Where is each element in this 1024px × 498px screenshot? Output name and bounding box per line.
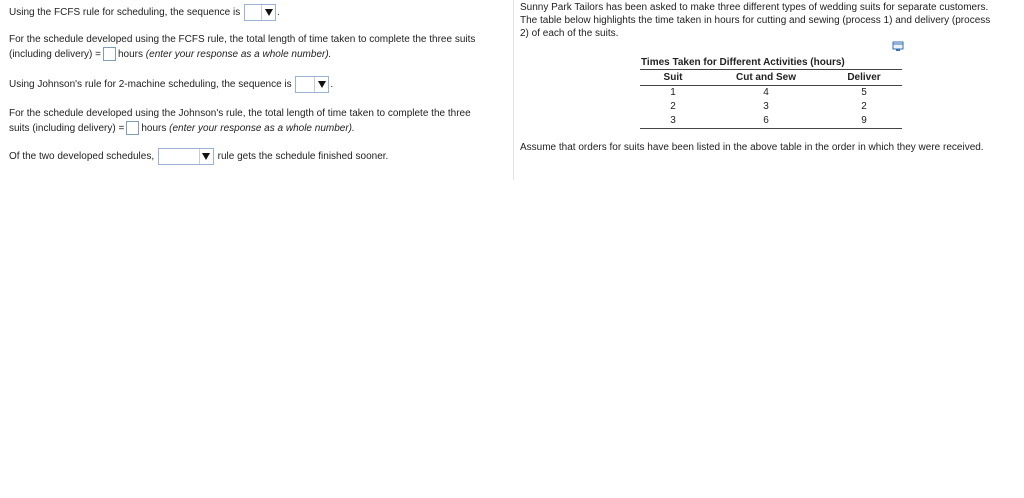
fcfs-total-time-text: For the schedule developed using the FCFS rule, the total length of time taken to complete the three suits [9, 34, 476, 45]
compare-schedules-suffix: rule gets the schedule finished sooner. [217, 151, 389, 163]
johnson-total-time-hint: (enter your response as a whole number). [169, 123, 355, 134]
copy-data-icon[interactable] [892, 41, 904, 52]
fcfs-total-time-hint: (enter your response as a whole number). [145, 49, 332, 60]
table-row [640, 86, 902, 101]
johnson-sequence-dropdown[interactable] [295, 76, 329, 93]
header-cut-and-sew: Cut and Sew [706, 70, 826, 86]
cell-deliver: 9 [826, 114, 902, 129]
table-row [640, 100, 902, 114]
johnson-sequence-value [296, 77, 314, 92]
table-title: Times Taken for Different Activities (hours) [641, 57, 845, 68]
triangle-down-icon[interactable] [314, 77, 328, 92]
table-header-row [640, 70, 902, 86]
header-suit: Suit [640, 70, 706, 86]
activity-times-table [640, 69, 902, 129]
triangle-down-icon[interactable] [199, 149, 213, 164]
triangle-down-icon[interactable] [261, 5, 275, 20]
fcfs-sequence-label: Using the FCFS rule for scheduling, the sequence is [9, 7, 241, 19]
cell-cut-and-sew: 4 [763, 87, 769, 98]
johnson-total-time-input[interactable] [126, 121, 139, 135]
fcfs-total-time-unit: hours [118, 49, 144, 60]
johnson-sequence-period: . [330, 79, 334, 91]
table-row [640, 114, 902, 129]
cell-cut-and-sew: 3 [763, 101, 769, 112]
johnson-total-time-text: For the schedule developed using the Johnson's rule, the total length of time taken to complete the three [9, 108, 471, 119]
fcfs-sequence-dropdown[interactable] [244, 4, 276, 21]
problem-intro-line: 2) of each of the suits. [520, 28, 619, 39]
question-johnson-sequence [9, 76, 333, 93]
cell-suit: 3 [640, 114, 706, 129]
question-johnson-total-time [9, 106, 471, 136]
compare-schedules-dropdown[interactable] [158, 148, 214, 165]
cell-cut-and-sew: 6 [706, 114, 826, 129]
fcfs-sequence-period: . [277, 7, 280, 19]
cell-suit: 2 [670, 101, 676, 112]
question-compare-schedules [9, 148, 388, 165]
fcfs-total-time-label: (including delivery) = [9, 49, 101, 60]
compare-schedules-value [159, 149, 199, 164]
johnson-total-time-label: suits (including delivery) = [9, 123, 125, 134]
johnson-total-time-unit: hours [141, 123, 167, 134]
problem-intro-line: The table below highlights the time taken in hours for cutting and sewing (process 1) and delivery (process [520, 15, 991, 26]
cell-deliver: 5 [861, 87, 867, 98]
problem-intro-line: Sunny Park Tailors has been asked to make three different types of wedding suits for separate customers. [520, 2, 989, 13]
question-fcfs-sequence [9, 4, 280, 21]
question-fcfs-total-time [9, 32, 475, 62]
cell-suit: 1 [670, 87, 676, 98]
problem-panel [520, 0, 1024, 180]
problem-intro [520, 1, 1024, 40]
question-panel [0, 0, 514, 180]
compare-schedules-label: Of the two developed schedules, [9, 151, 155, 163]
cell-deliver: 2 [861, 101, 867, 112]
activity-times-table-block [640, 56, 902, 129]
fcfs-total-time-input[interactable] [103, 47, 116, 61]
johnson-sequence-label: Using Johnson's rule for 2-machine scheduling, the sequence is [9, 79, 292, 91]
fcfs-sequence-value [245, 5, 261, 20]
header-deliver: Deliver [826, 70, 902, 86]
assumption-note: Assume that orders for suits have been listed in the above table in the order in which they were received. [520, 142, 984, 153]
